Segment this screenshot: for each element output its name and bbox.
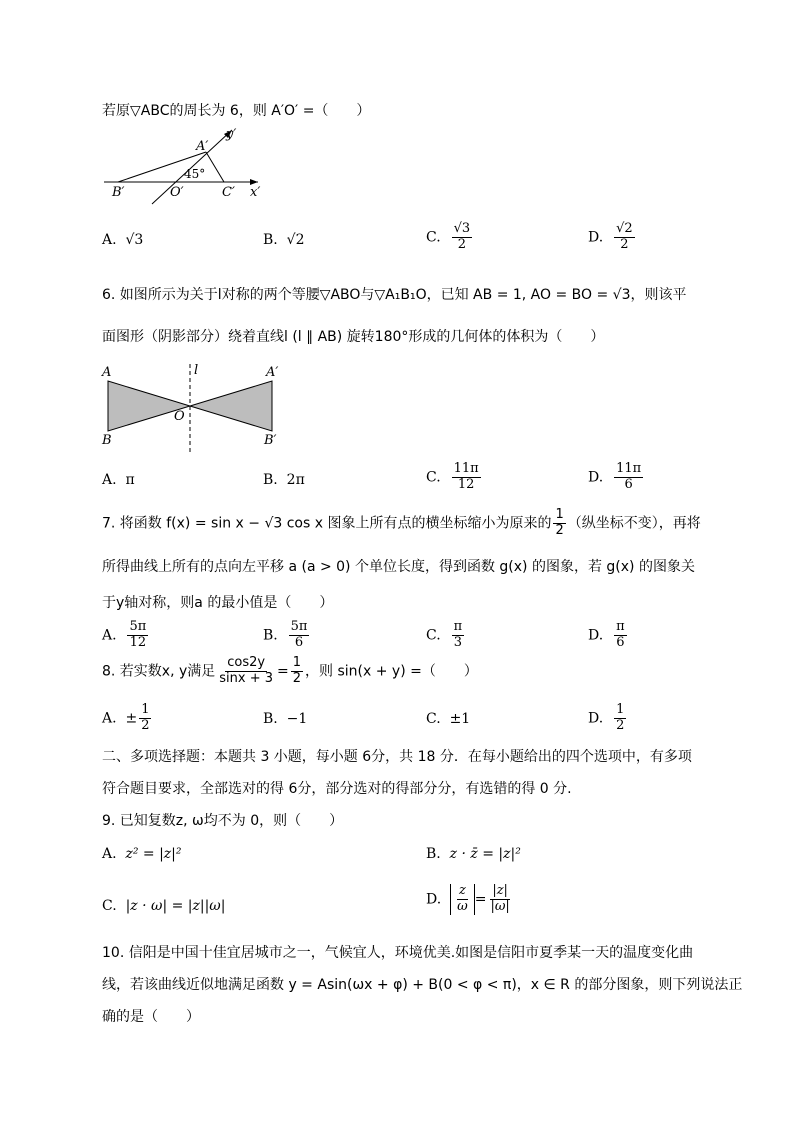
q6-option-c[interactable]: C. $\frac{11\pi}{12}$ (426, 461, 479, 492)
q5-label-x: x′ (250, 185, 261, 200)
q7-option-b[interactable]: B. $\frac{5\pi}{6}$ (263, 619, 308, 650)
q5-label-angle: 45° (184, 167, 206, 181)
q6-label-o: O (174, 409, 185, 424)
q7-option-a[interactable]: A. $\frac{5\pi}{12}$ (102, 619, 147, 650)
q8-option-a[interactable]: A. ± $\frac{1}{2}$ (102, 702, 150, 733)
q7-option-d[interactable]: D. $\frac{\pi}{6}$ (588, 619, 625, 650)
q5-label-o: O′ (170, 185, 184, 200)
q5-option-b[interactable]: B. √2 (263, 232, 305, 248)
q7-line3: 于y轴对称，则a 的最小值是（ ） (102, 595, 334, 611)
q6-figure (98, 362, 288, 454)
q8-option-b[interactable]: B. −1 (263, 711, 308, 727)
q5-label-b: B′ (112, 185, 125, 200)
q5-option-c[interactable]: C. $\frac{√3}{2}$ (426, 221, 471, 252)
q5-stem: 若原▽ABC的周长为 6，则 A′O′ =（ ） (102, 103, 371, 119)
q10-line3: 确的是（ ） (102, 1009, 200, 1025)
q5-label-c: C′ (222, 185, 235, 200)
q10-line1: 10. 信阳是中国十佳宜居城市之一，气候宜人，环境优美.如图是信阳市夏季某一天的温度变化曲 (102, 945, 694, 961)
q6-label-l: l (194, 363, 199, 378)
q9-option-d[interactable]: D. $\frac{z}{\omega}$ = $\frac{|z|}{|\omega|}$ (426, 883, 510, 914)
q5-option-d[interactable]: D. $\frac{√2}{2}$ (588, 221, 633, 252)
q5-label-y: y′ (226, 127, 237, 142)
q7-option-c[interactable]: C. $\frac{\pi}{3}$ (426, 619, 463, 650)
q6-line1: 6. 如图所示为关于l对称的两个等腰▽ABO与▽A₁B₁O，已知 AB = 1, AO = BO = √3，则该平 (102, 287, 687, 303)
q10-line2: 线，若该曲线近似地满足函数 y = Asin(ωx + φ) + B(0 < φ < π)，x ∈ R 的部分图象，则下列说法正 (102, 977, 743, 993)
section2-line2: 符合题目要求，全部选对的得 6分，部分选对的得部分分，有选错的得 0 分. (102, 781, 572, 797)
q8-option-d[interactable]: D. $\frac{1}{2}$ (588, 702, 625, 733)
q9-option-a[interactable]: A. z² = |z|² (102, 846, 182, 862)
q6-label-b2: B′ (264, 433, 277, 448)
q5-label-a: A′ (196, 139, 209, 154)
q9-option-c[interactable]: C. |z · ω| = |z||ω| (102, 898, 226, 914)
q6-label-a2: A′ (266, 365, 279, 380)
q9-option-b[interactable]: B. z · z̄ = |z|² (426, 846, 521, 862)
q6-option-d[interactable]: D. $\frac{11\pi}{6}$ (588, 461, 642, 492)
q6-label-b: B (102, 433, 112, 448)
q6-line2: 面图形（阴影部分）绕着直线l (l ∥ AB) 旋转180°形成的几何体的体积为（ ） (102, 329, 605, 345)
q8-stem: 8. 若实数x, y满足 $\frac{\cos 2y}{\sin x + 3}$ = $\frac{1}{2}$ ，则 sin(x + y) =（ ） (102, 655, 478, 686)
q5-option-a[interactable]: A. √3 (102, 232, 144, 248)
q6-label-a: A (102, 365, 112, 380)
q6-option-a[interactable]: A. π (102, 472, 135, 488)
q9-stem: 9. 已知复数z, ω均不为 0，则（ ） (102, 813, 344, 829)
section2-line1: 二、多项选择题：本题共 3 小题，每小题 6分，共 18 分．在每小题给出的四个选项中，有多项 (102, 749, 692, 765)
q8-option-c[interactable]: C. ±1 (426, 711, 471, 727)
q5-figure (100, 124, 270, 208)
q6-option-b[interactable]: B. 2π (263, 472, 305, 488)
q7-line2: 所得曲线上所有的点向左平移 a (a > 0) 个单位长度，得到函数 g(x) 的图象，若 g(x) 的图象关 (102, 559, 695, 575)
q7-line1: 7. 将函数 f(x) = sin x − √3 cos x 图象上所有点的横坐标缩小为原来的 $\frac{1}{2}$ （纵坐标不变），再将 (102, 507, 701, 538)
